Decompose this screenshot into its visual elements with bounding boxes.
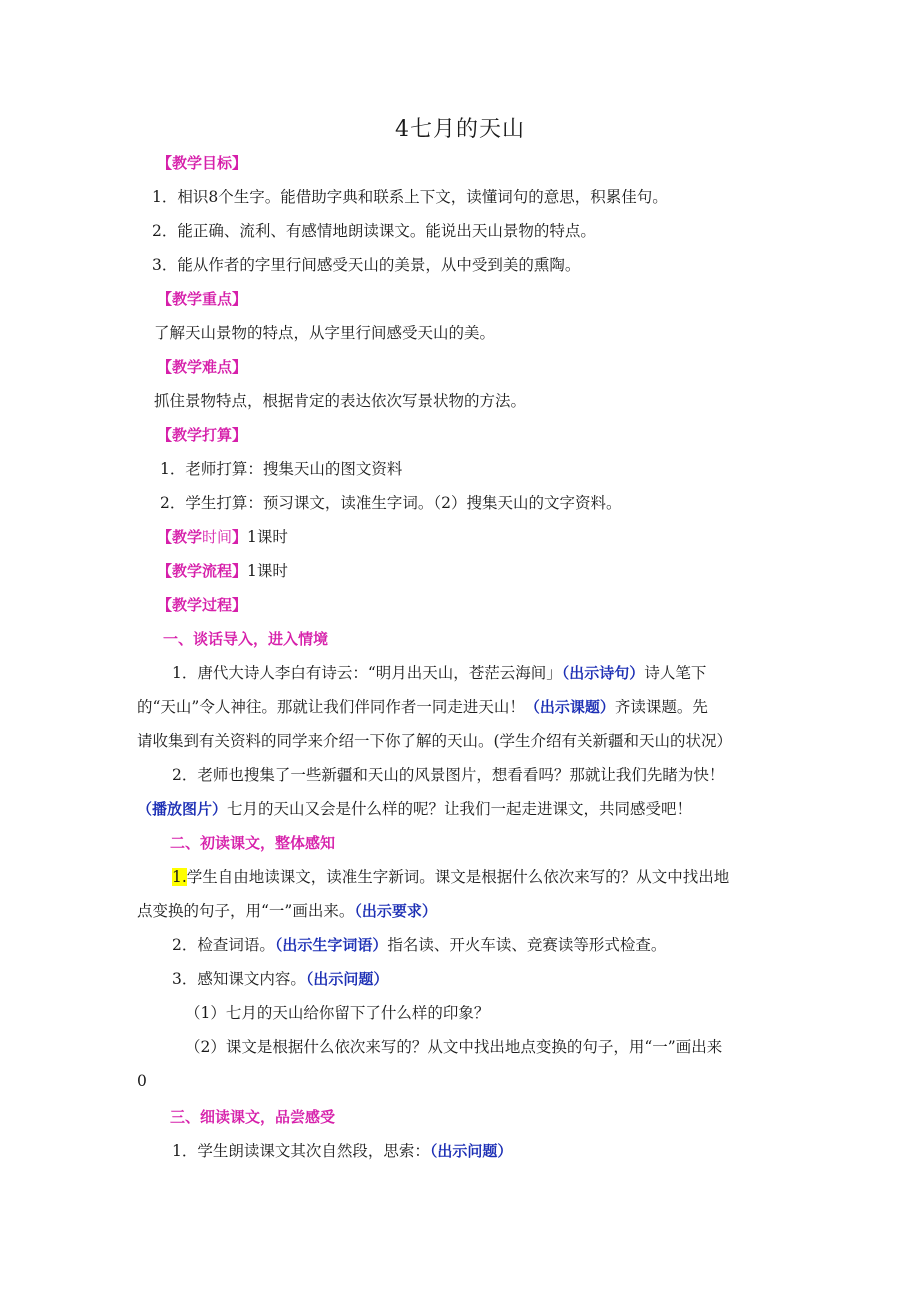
section2-p1-line1	[172, 866, 729, 888]
section2-question-2-line2: 0	[137, 1072, 147, 1090]
section2-p1-line2-note: （出示要求）	[354, 902, 437, 920]
flow-heading: 【教学流程】	[157, 562, 248, 580]
flow-value: 1课时	[247, 562, 288, 580]
goal-item-3: 3．能从作者的字里行间感受天山的美景，从中受到美的熏陶。	[152, 256, 581, 274]
difficulties-heading: 【教学难点】	[157, 358, 248, 376]
section2-p2-text: 2．检查词语。	[172, 936, 275, 954]
time-value: 1课时	[247, 528, 288, 546]
section1-p1-line3: 请收集到有关资料的同学来介绍一下你了解的天山。(学生介绍有关新疆和天山的状况）	[137, 732, 733, 750]
section2-question-2-line1: （2）课文是根据什么依次来写的？从文中找出地点变换的句子，用“一”画出来	[185, 1038, 723, 1056]
section1-p1-line2-note: （出示课题）	[524, 698, 615, 716]
section1-p1-line2-text: 的“天山”令人神往。那就让我们伴同作者一同走进天山！	[137, 698, 525, 716]
goal-item-2: 2．能正确、流利、有感情地朗读课文。能说出天山景物的特点。	[152, 222, 596, 240]
section1-heading: 一、谈话导入，进入情境	[163, 630, 329, 648]
highlight-marker: 1.	[172, 868, 187, 886]
section1-p1-line1-tail: 诗人笔下	[644, 664, 707, 682]
section1-p1-line1-text: 1．唐代大诗人李白有诗云：“明月出天山，苍茫云海间」	[172, 664, 562, 682]
key-points-heading: 【教学重点】	[157, 290, 248, 308]
section2-p3-text: 3．感知课文内容。	[172, 970, 306, 988]
difficulties-text: 抓住景物特点，根据肯定的表达依次写景状物的方法。	[154, 392, 527, 410]
goals-heading: 【教学目标】	[157, 154, 248, 172]
section1-p1-line2-tail: 齐读课题。先	[614, 698, 708, 716]
section1-p1-line2	[137, 696, 708, 718]
time-heading-prefix: 【教学	[157, 528, 203, 546]
section1-p1-line1	[172, 662, 706, 684]
time-heading-suffix: 】	[232, 528, 248, 546]
section2-p1-line2	[137, 900, 437, 922]
section3-p1-note: （出示问题）	[429, 1142, 513, 1160]
section1-p1-line1-note: （出示诗句）	[561, 664, 645, 682]
section3-heading: 三、细读课文，品尝感受	[170, 1108, 336, 1126]
section2-p2-tail: 指名读、开火车读、竞赛读等形式检查。	[387, 936, 667, 954]
section3-p1-text: 1．学生朗读课文其次自然段，思索：	[172, 1142, 430, 1160]
section1-p2-line1: 2．老师也搜集了一些新疆和天山的风景图片，想看看吗？那就让我们先睹为快！	[172, 766, 725, 784]
flow-row	[157, 560, 288, 582]
preparation-heading: 【教学打算】	[157, 426, 248, 444]
section2-question-1: （1）七月的天山给你留下了什么样的印象？	[185, 1004, 490, 1022]
preparation-item-1: 1．老师打算：搜集天山的图文资料	[160, 460, 403, 478]
process-heading: 【教学过程】	[157, 596, 248, 614]
section2-p3	[172, 968, 388, 990]
goal-item-1: 1．相识8个生字。能借助字典和联系上下文，读懂词句的意思，积累佳句。	[152, 188, 668, 206]
section2-p1-line2-text: 点变换的句子，用“一”画出来。	[137, 902, 355, 920]
section2-p3-note: （出示问题）	[305, 970, 389, 988]
section3-p1	[172, 1140, 512, 1162]
section2-p1-line1-text: 学生自由地读课文，读准生字新词。课文是根据什么依次来写的？从文中找出地	[186, 868, 730, 886]
preparation-item-2: 2．学生打算：预习课文，读准生字词。（2）搜集天山的文字资料。	[160, 494, 622, 512]
time-row	[157, 526, 288, 548]
key-points-text: 了解天山景物的特点，从字里行间感受天山的美。	[154, 324, 496, 342]
page-title: 4七月的天山	[395, 117, 525, 142]
section1-p2-line2-tail: 七月的天山又会是什么样的呢？让我们一起走进课文，共同感受吧！	[227, 800, 693, 818]
time-heading-word: 时间	[202, 528, 233, 546]
section2-p2-note: （出示生字词语）	[274, 936, 388, 954]
section1-p2-line2-note: （播放图片）	[137, 800, 228, 818]
section2-heading: 二、初读课文，整体感知	[170, 834, 336, 852]
section1-p2-line2	[137, 798, 692, 820]
section2-p2	[172, 934, 666, 956]
